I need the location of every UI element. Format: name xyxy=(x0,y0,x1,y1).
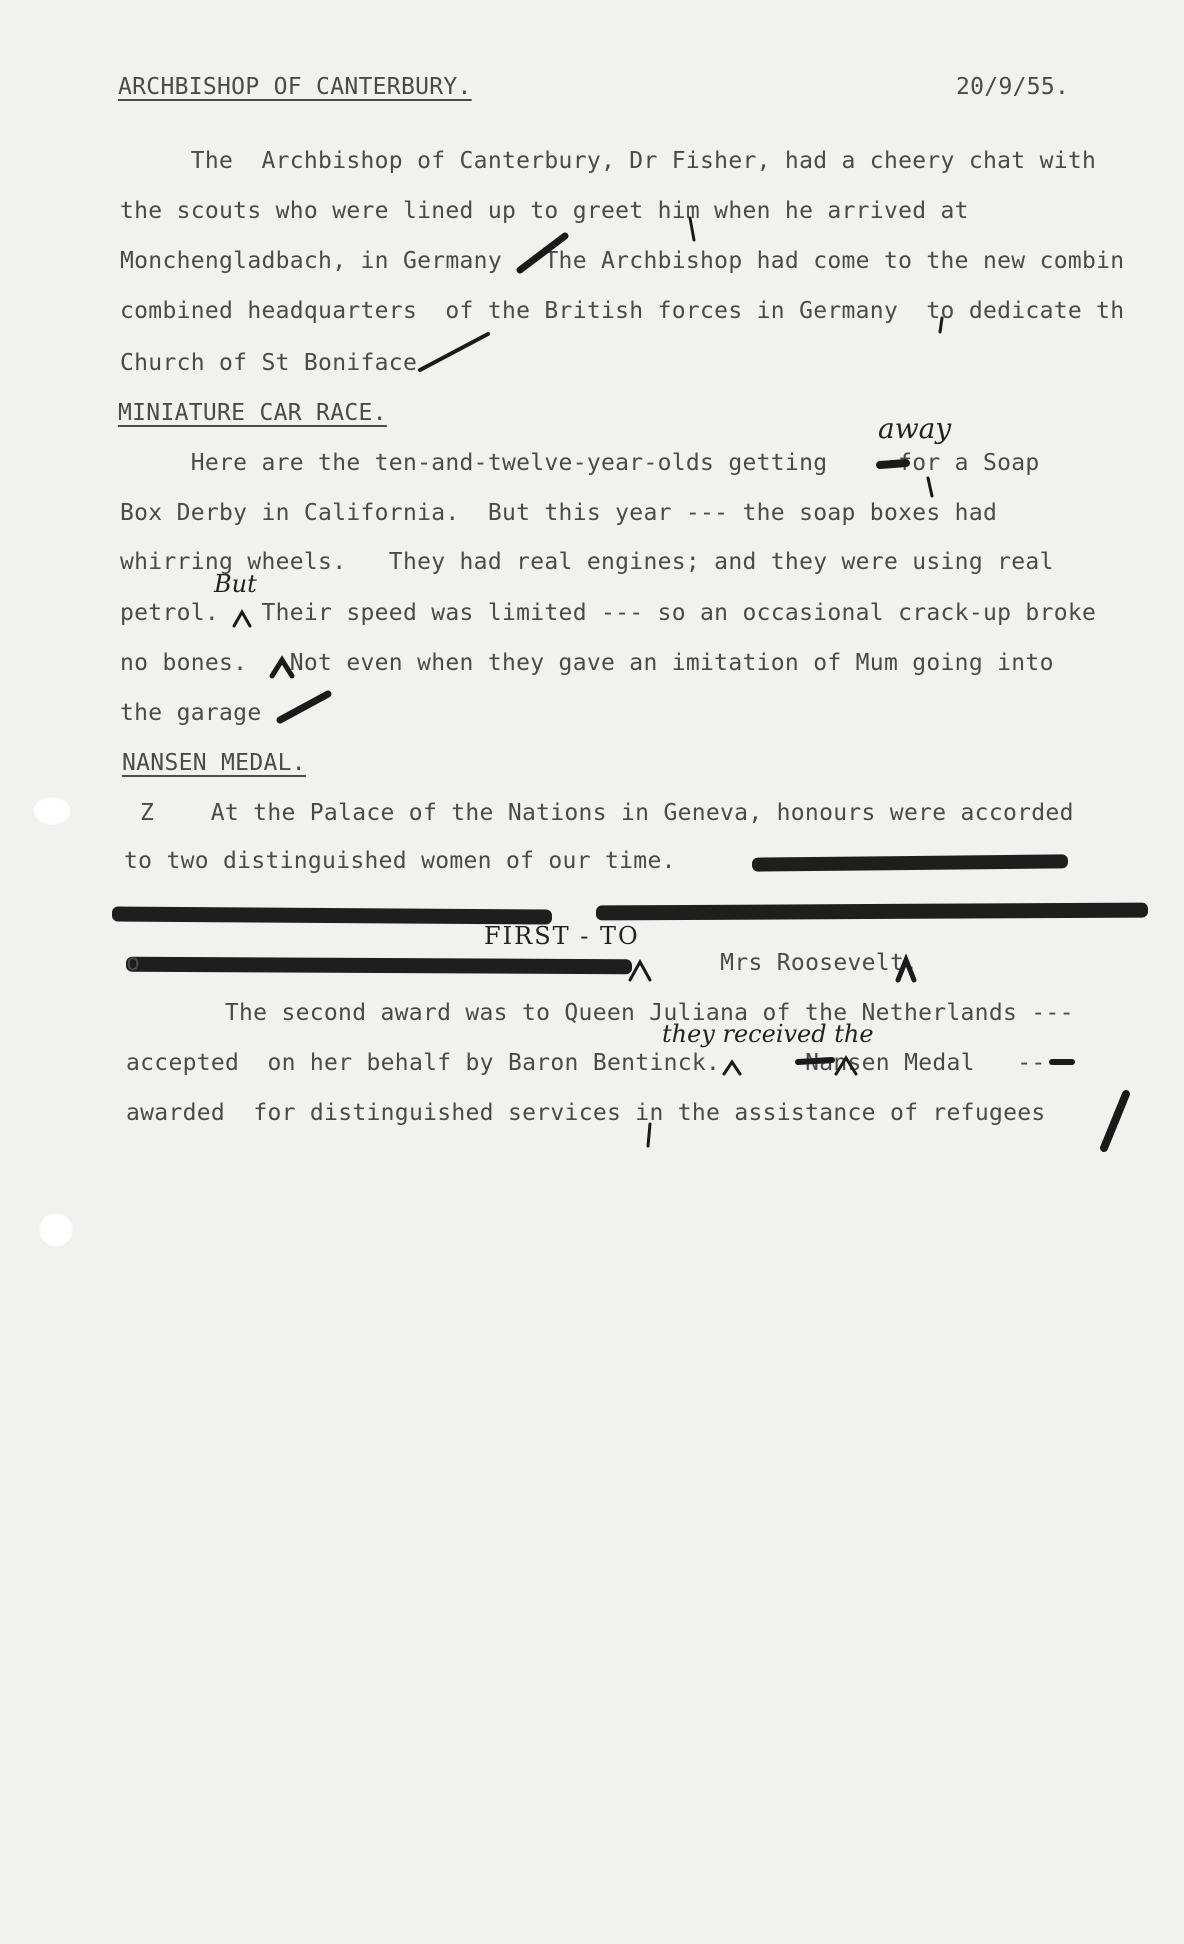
handwritten-but: But xyxy=(214,570,257,598)
document-title: ARCHBISHOP OF CANTERBURY. xyxy=(118,74,472,100)
story2-heading: MINIATURE CAR RACE. xyxy=(118,400,387,426)
handwritten-they-received: they received the xyxy=(662,1020,874,1048)
story1-line-2: the scouts who were lined up to greet him when he arrived at xyxy=(120,198,969,224)
handwritten-away: away xyxy=(878,412,952,445)
redaction-strike-1 xyxy=(752,854,1068,871)
story3-heading: NANSEN MEDAL. xyxy=(122,750,306,776)
redaction-strike-3 xyxy=(596,903,1148,921)
document-date: 20/9/55. xyxy=(956,74,1070,100)
punch-hole-bottom xyxy=(38,1212,74,1248)
story1-line-5: Church of St Boniface xyxy=(120,350,418,376)
story2-line-3: whirring wheels. They had real engines; and they were using real xyxy=(120,549,1054,575)
story2-line-4: petrol. Their speed was limited --- so an occasional crack-up broke xyxy=(120,600,1097,626)
story2-line-2: Box Derby in California. But this year --- the soap boxes had xyxy=(120,500,998,526)
story2-line-5: no bones. Not even when they gave an imitation of Mum going into xyxy=(120,650,1054,676)
story3-line-3: o Mrs Roosevelt. xyxy=(126,950,919,976)
story3-line-1: Z At the Palace of the Nations in Geneva, honours were accorded xyxy=(140,800,1074,826)
story3-line-2: to two distinguished women of our time. xyxy=(124,848,676,874)
story1-line-3: Monchengladbach, in Germany The Archbishop had come to the new combin xyxy=(120,248,1125,274)
story2-line-1: Here are the ten-and-twelve-year-olds getting for a Soap xyxy=(120,450,1040,476)
story3-line-4: The second award was to Queen Juliana of the Netherlands --- xyxy=(140,1000,1074,1026)
story3-line-5: accepted on her behalf by Baron Bentinck. Nansen Medal --- xyxy=(126,1050,1060,1076)
story2-line-6: the garage xyxy=(120,700,262,726)
punch-hole-top xyxy=(32,796,72,826)
handwritten-first-to: FIRST - TO xyxy=(484,922,640,950)
story3-line-6: awarded for distinguished services in the assistance of refugees xyxy=(126,1100,1046,1126)
story1-line-1: The Archbishop of Canterbury, Dr Fisher, had a cheery chat with xyxy=(120,148,1097,174)
story1-line-4: combined headquarters of the British forces in Germany to dedicate th xyxy=(120,298,1125,324)
